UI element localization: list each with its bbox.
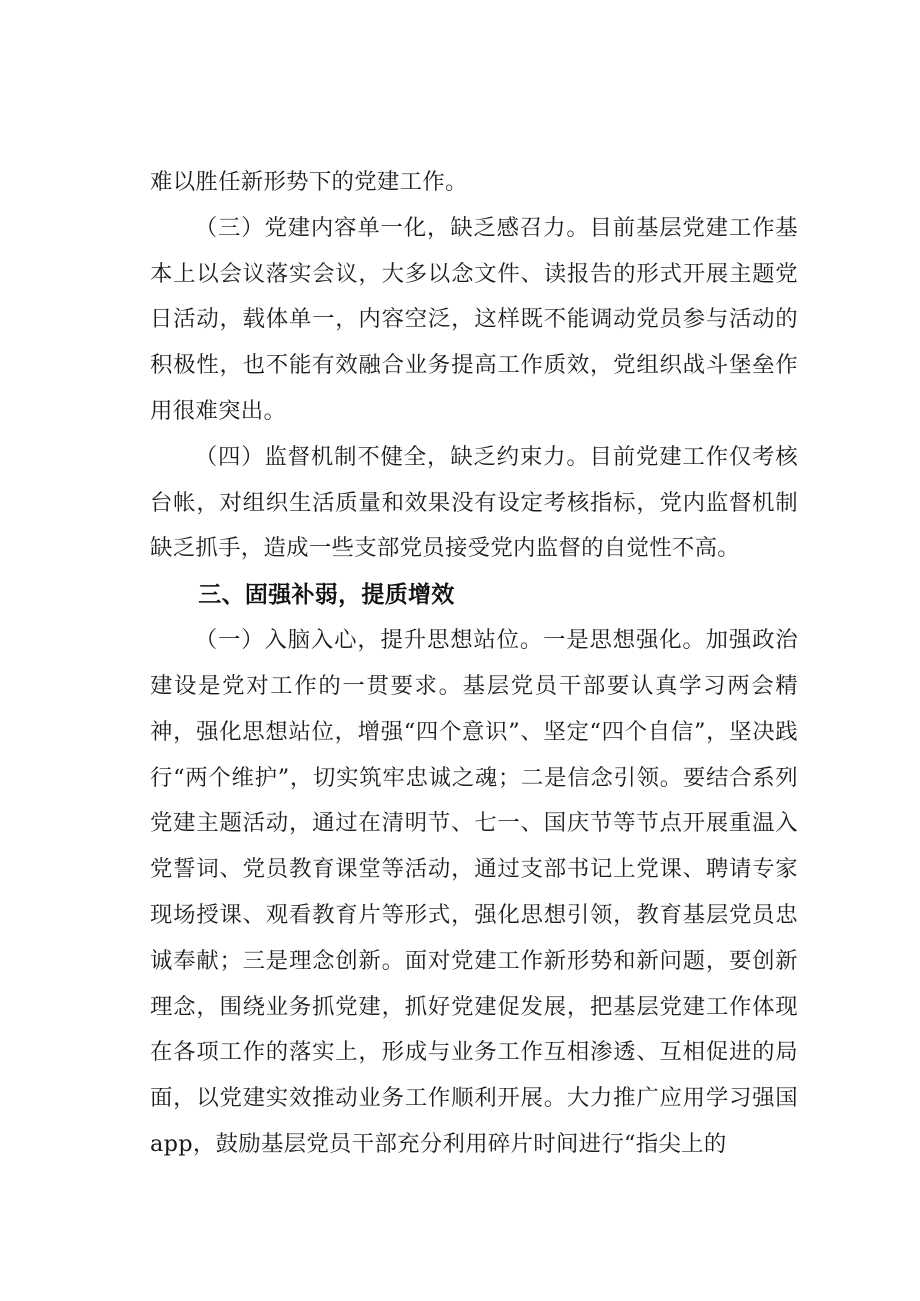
section-heading-three: 三、固强补弱，提质增效 (198, 582, 455, 609)
paragraph-supervision-mechanism: （四）监督机制不健全，缺乏约束力。目前党建工作仅考核台帐，对组织生活质量和效果没有设定考核指标，党内监督机制缺乏抓手，造成一些支部党员接受党内监督的自觉性不高。 (150, 443, 798, 562)
document-body (150, 160, 798, 1168)
paragraph-content-monotony: （三）党建内容单一化，缺乏感召力。目前基层党建工作基本上以会议落实会议，大多以念文件、读报告的形式开展主题党日活动，载体单一，内容空泛，这样既不能调动党员参与活动的积极性，也不能有效融合业务提高工作质效，党组织战斗堡垒作用很难突出。 (150, 214, 798, 424)
paragraph-continuation: 难以胜任新形势下的党建工作。 (150, 169, 468, 195)
paragraph-ideological-stance: （一）入脑入心，提升思想站位。一是思想强化。加强政治建设是党对工作的一贯要求。基层党员干部要认真学习两会精神，强化思想站位，增强“四个意识”、坚定“四个自信”，坚决践行“两个维护”，切实筑牢忠诚之魂；二是信念引领。要结合系列党建主题活动，通过在清明节、七一、国庆节等节点开展重温入党誓词、党员教育课堂等活动，通过支部书记上党课、聘请专家现场授课、观看教育片等形式，强化思想引领，教育基层党员忠诚奉献；三是理念创新。面对党建工作新形势和新问题，要创新理念，围绕业务抓党建，抓好党建促发展，把基层党建工作体现在各项工作的落实上，形成与业务工作互相渗透、互相促进的局面，以党建实效推动业务工作顺利开展。大力推广应用学习强国app，鼓励基层党员干部充分利用碎片时间进行“指尖上的 (150, 627, 798, 1157)
